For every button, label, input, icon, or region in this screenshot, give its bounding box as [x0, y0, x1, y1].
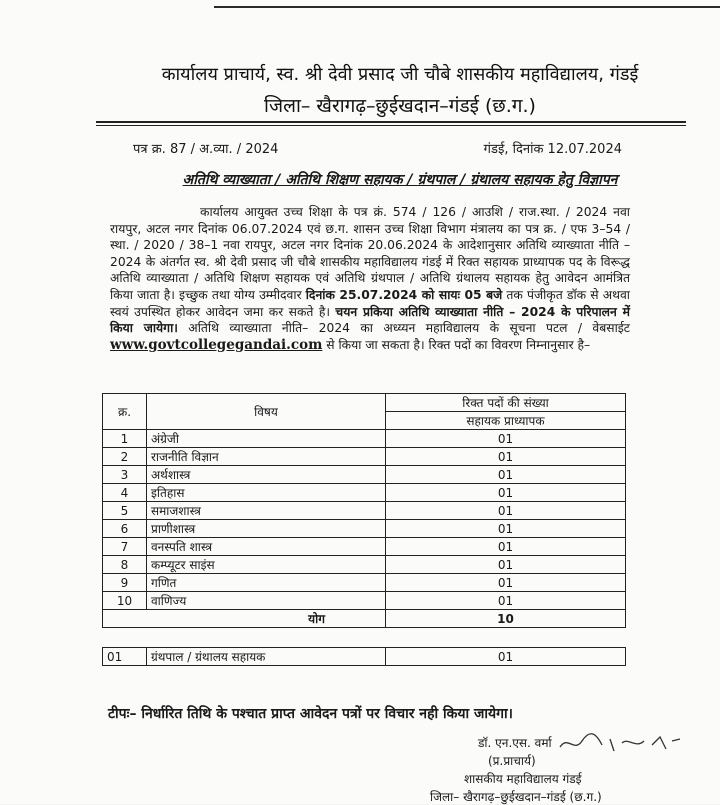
vacancy-table — [102, 393, 626, 628]
body-text-4: से किया जा सकता है। रिक्त पदों का विवरण निम्नानुसार है– — [322, 337, 591, 352]
total-value: 10 — [386, 610, 626, 628]
advertisement-body — [110, 204, 630, 353]
row-subject: प्राणीशास्त्र — [147, 520, 386, 538]
header-rule-thin — [96, 125, 686, 126]
row-count: 01 — [386, 538, 626, 556]
col-header-vacancy: रिक्त पदों की संख्या — [386, 394, 626, 412]
librarian-table — [102, 647, 626, 666]
row-no: 5 — [103, 502, 147, 520]
row-no: 4 — [103, 484, 147, 502]
row-count: 01 — [386, 484, 626, 502]
row-no: 9 — [103, 574, 147, 592]
librarian-no: 01 — [103, 648, 147, 666]
row-count: 01 — [386, 592, 626, 610]
row-subject: गणित — [147, 574, 386, 592]
row-no: 3 — [103, 466, 147, 484]
row-count: 01 — [386, 430, 626, 448]
body-text-3: अतिथि व्याख्याता नीति– 2024 का अध्य्यन महाविद्यालय के सूचना पटल / वेबसाईट — [177, 321, 631, 336]
col-header-assistant-professor: सहायक प्राध्यापक — [386, 412, 626, 430]
letter-number: पत्र क्र. 87 / अ.व्या. / 2024 — [133, 142, 279, 157]
row-count: 01 — [386, 502, 626, 520]
librarian-post: ग्रंथपाल / ग्रंथालय सहायक — [147, 648, 386, 666]
table-header-row — [103, 394, 626, 412]
table-row — [103, 466, 626, 484]
table-row — [103, 520, 626, 538]
total-label: योग — [103, 610, 386, 628]
row-subject: अर्थशास्त्र — [147, 466, 386, 484]
row-count: 01 — [386, 520, 626, 538]
row-count: 01 — [386, 466, 626, 484]
note-text: टीपः– निर्धारित तिथि के पश्चात प्राप्त आवेदन पत्रों पर विचार नही किया जायेगा। — [108, 706, 513, 722]
row-subject: राजनीति विज्ञान — [147, 448, 386, 466]
signatory-district: जिला– खैरागढ़–छुईखदान–गंडई (छ.ग.) — [430, 790, 602, 804]
website-link[interactable]: www.govtcollegegandai.com — [110, 336, 323, 353]
signatory-name: डॉ. एन.एस. वर्मा — [478, 736, 552, 750]
row-subject: समाजशास्त्र — [147, 502, 386, 520]
row-count: 01 — [386, 448, 626, 466]
scan-edge-line — [214, 6, 720, 8]
row-subject: इतिहास — [147, 484, 386, 502]
row-subject: कम्प्यूटर साइंस — [147, 556, 386, 574]
handwritten-signature — [556, 729, 686, 757]
office-header-line1: कार्यालय प्राचार्य, स्व. श्री देवी प्रसाद जी चौबे शासकीय महाविद्यालय, गंडई — [161, 64, 639, 85]
librarian-row — [103, 648, 626, 666]
table-row — [103, 556, 626, 574]
body-text-1: कार्यालय आयुक्त उच्च शिक्षा के पत्र क्रं. 574 / 126 / आउशि / राज.स्था. / 2024 नवा रायपुर, अटल नगर दिनांक 06.07.2024 एवं छ.ग. शासन उच्च शिक्षा विभाग मंत्रालय का पत्र क्र. / एफ 3–54 / स्था. / 2020 / 38–1 नवा रायपुर, अटल नगर दिनांक 20.06.2024 के आदेशानुसार अतिथि व्याख्याता नीति – 2024 के अंतर्गत स्व. श्री देवी प्रसाद जी चौबे शासकीय महाविद्यालय गंडई में रिक्त सहायक प्राध्यापक पद के विरूद्ध अतिथि व्याख्याता / अतिथि शिक्षण सहायक एवं अतिथि ग्रंथपाल / अतिथि ग्रंथालय सहायक हेतु आवेदन आमंत्रित किया जाता है। इच्छुक तथा योग्य उम्मीदवार — [110, 205, 630, 302]
row-no: 10 — [103, 592, 147, 610]
row-count: 01 — [386, 574, 626, 592]
row-no: 1 — [103, 430, 147, 448]
table-row — [103, 430, 626, 448]
table-row — [103, 484, 626, 502]
letter-date: गंडई, दिनांक 12.07.2024 — [483, 142, 622, 157]
signatory-title: (प्र.प्राचार्य) — [488, 754, 536, 768]
row-subject: अंग्रेजी — [147, 430, 386, 448]
row-no: 6 — [103, 520, 147, 538]
col-header-subject: विषय — [147, 394, 386, 430]
row-subject: वाणिज्य — [147, 592, 386, 610]
header-rule — [96, 121, 686, 123]
table-row — [103, 592, 626, 610]
advertisement-subject: अतिथि व्याख्याता / अतिथि शिक्षण सहायक / ग्रंथपाल / ग्रंथालय सहायक हेतु विज्ञापन — [182, 172, 618, 188]
table-row — [103, 574, 626, 592]
row-no: 8 — [103, 556, 147, 574]
body-selection-process: चयन प्रकिया अतिथि व्याख्याता नीति – 2024 के परिपालन में किया जायेगा। — [110, 304, 630, 336]
row-subject: वनस्पति शास्त्र — [147, 538, 386, 556]
row-count: 01 — [386, 556, 626, 574]
librarian-count: 01 — [386, 648, 626, 666]
body-deadline: दिनांक 25.07.2024 को सायः 05 बजे — [305, 287, 503, 302]
col-header-no: क्र. — [103, 394, 147, 430]
body-text-2: तक पंजीकृत डॉक से अथवा स्वयं उपस्थित होकर आवेदन जमा कर सकते है। — [110, 287, 630, 319]
table-row — [103, 538, 626, 556]
signatory-org: शासकीय महाविद्यालय गंडई — [464, 772, 582, 786]
row-no: 2 — [103, 448, 147, 466]
office-header-line2: जिला– खैरागढ़–छुईखदान–गंडई (छ.ग.) — [264, 95, 536, 117]
table-row — [103, 502, 626, 520]
row-no: 7 — [103, 538, 147, 556]
table-total-row — [103, 610, 626, 628]
table-row — [103, 448, 626, 466]
